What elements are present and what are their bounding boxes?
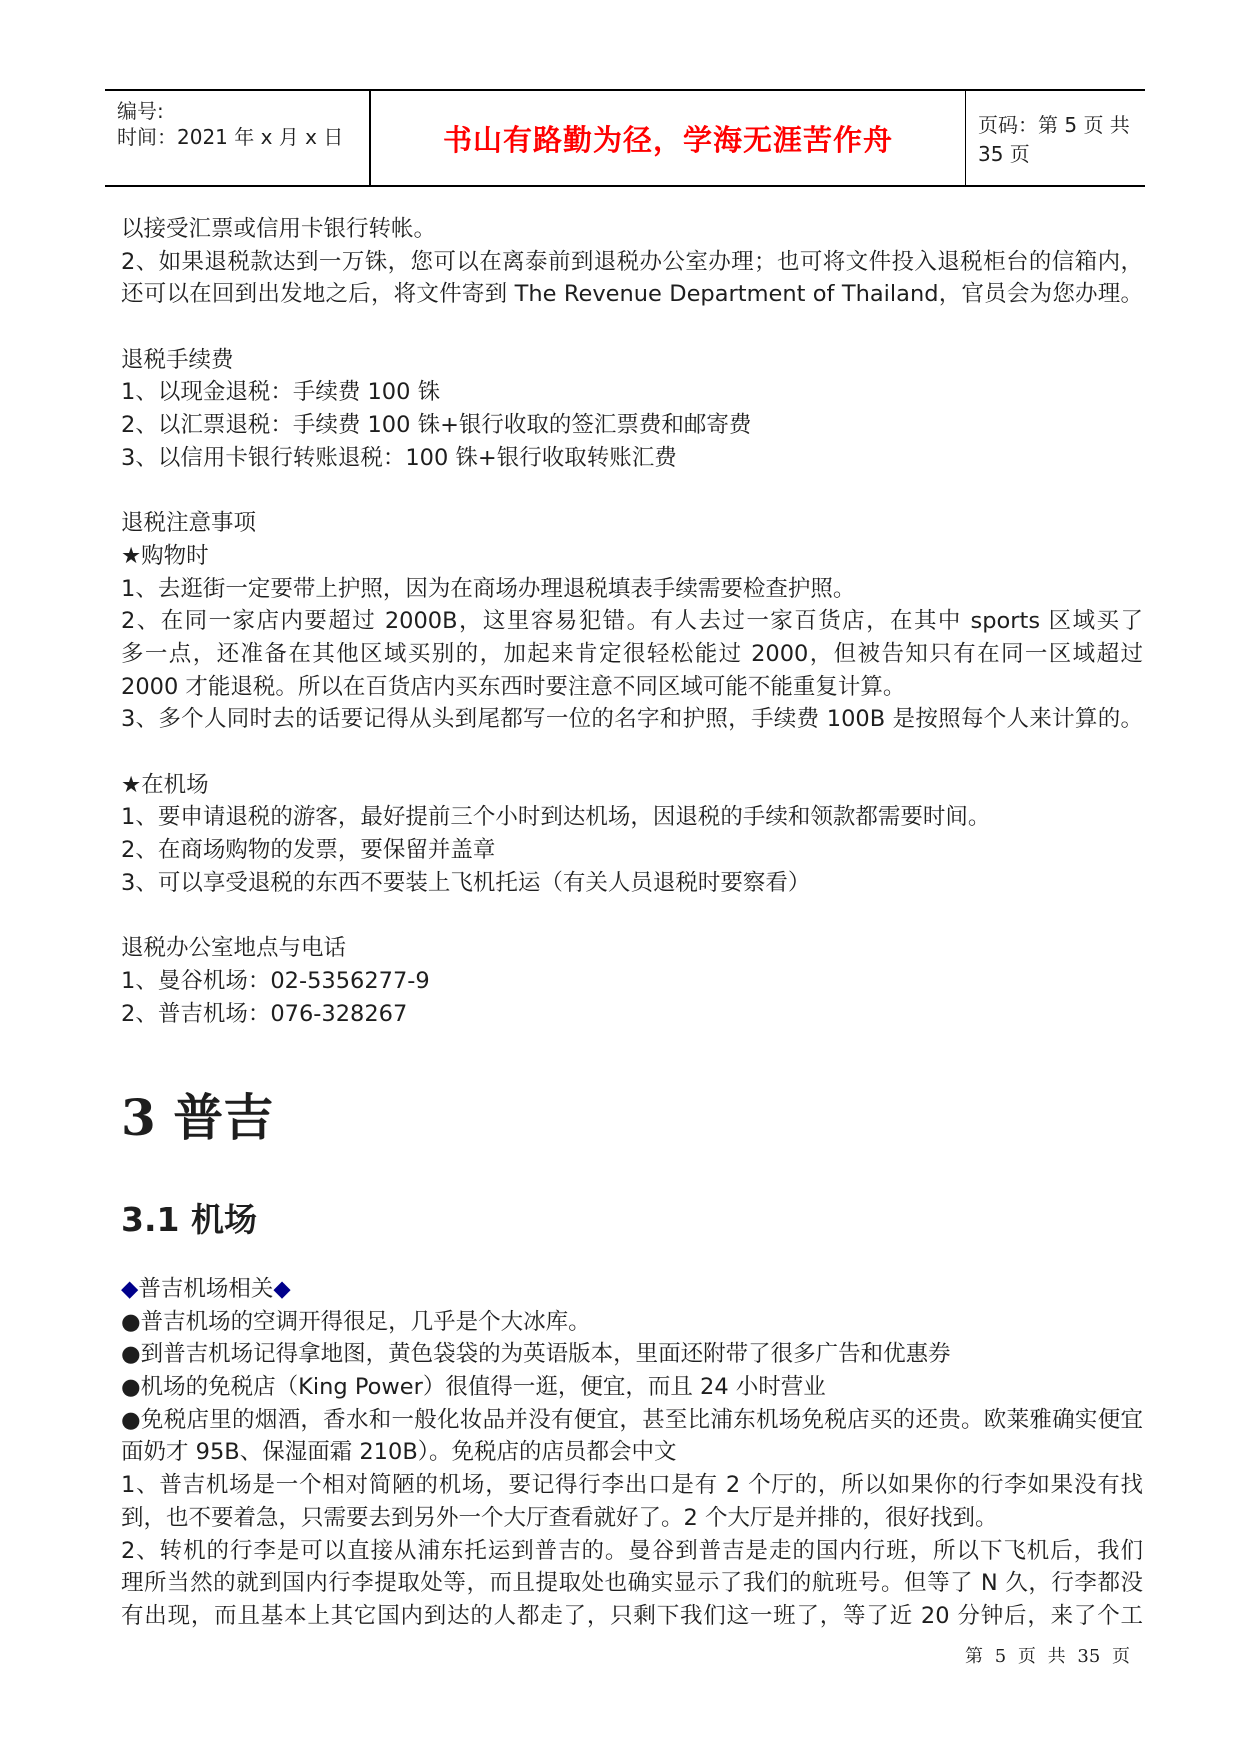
header-page-cell	[966, 91, 1145, 185]
text-line: 3、可以享受退税的东西不要装上飞机托运（有关人员退税时要察看）	[121, 869, 811, 896]
text-line: 理所当然的就到国内行李提取处等，而且提取处也确实显示了我们的航班号。但等了 N 久，行李都没	[121, 1570, 1143, 1597]
header-info-cell	[105, 91, 371, 185]
text-line: 2、在同一家店内要超过 2000B，这里容易犯错。有人去过一家百货店，在其中 sports 区域买了	[121, 608, 1143, 635]
text-line: 1、去逛街一定要带上护照，因为在商场办理退税填表手续需要检查护照。	[121, 575, 856, 602]
text-line: 2、如果退税款达到一万铢，您可以在离泰前到退税办公室办理；也可将文件投入退税柜台的信箱内，	[121, 248, 1143, 275]
text-line	[121, 475, 1143, 508]
document-date-label: 时间：2021 年 x 月 x 日	[117, 125, 344, 149]
document-number-label: 编号:	[117, 99, 164, 123]
text-line: 以接受汇票或信用卡银行转帐。	[121, 216, 437, 242]
text-line: 多一点，还准备在其他区域买别的，加起来肯定很轻松能过 2000，但被告知只有在同一区域超过	[121, 640, 1143, 667]
section-heading: 3.1 机场	[121, 1200, 257, 1239]
diamond-icon: ◆	[273, 1276, 291, 1302]
text-line: ●机场的免税店（King Power）很值得一逛，便宜，而且 24 小时营业	[121, 1374, 826, 1401]
text-line: 3、多个人同时去的话要记得从头到尾都写一位的名字和护照，手续费 100B 是按照每个人来计算的。	[121, 706, 1143, 733]
text-line: ●到普吉机场记得拿地图，黄色袋袋的为英语版本，里面还附带了很多广告和优惠券	[121, 1341, 951, 1368]
text-line: 1、要申请退税的游客，最好提前三个小时到达机场，因退税的手续和领款都需要时间。	[121, 804, 991, 831]
text-line: 2、普吉机场：076-328267	[121, 1000, 408, 1027]
text-line: 1、以现金退税：手续费 100 铢	[121, 379, 441, 406]
tax-refund-section	[121, 213, 1143, 1030]
text-line: 到，也不要着急，只需要去到另外一个大厅查看就好了。2 个大厅是并排的，很好找到。	[121, 1504, 998, 1531]
text-line: 3、以信用卡银行转账退税：100 铢+银行收取转账汇费	[121, 444, 677, 471]
text-line: 2、转机的行李是可以直接从浦东托运到普吉的。曼谷到普吉是走的国内行班，所以下飞机后，我们	[121, 1537, 1143, 1564]
page-number-label: 页码：第 5 页 共 35 页	[978, 113, 1130, 166]
text-line: 有出现，而且基本上其它国内到达的人都走了，只剩下我们这一班了，等了近 20 分钟后，来了个工	[121, 1602, 1143, 1629]
text-line: 面奶才 95B、保湿面霜 210B）。免税店的店员都会中文	[121, 1439, 677, 1466]
text-line	[121, 736, 1143, 769]
text-line: 2、以汇票退税：手续费 100 铢+银行收取的签汇票费和邮寄费	[121, 412, 752, 439]
page-header	[105, 89, 1145, 187]
text-line: ★在机场	[121, 771, 209, 798]
diamond-icon: ◆	[121, 1276, 139, 1302]
chapter-heading: 3 普吉	[121, 1088, 274, 1147]
text-line: 1、普吉机场是一个相对简陋的机场，要记得行李出口是有 2 个厅的，所以如果你的行李如果没有找	[121, 1472, 1143, 1499]
text-line: 2000 才能退税。所以在百货店内买东西时要注意不同区域可能不能重复计算。	[121, 673, 906, 700]
text-line: 退税注意事项	[121, 510, 257, 537]
text-line	[121, 311, 1143, 344]
airport-section	[121, 1273, 1143, 1633]
airport-subtitle	[121, 1273, 1143, 1306]
text-line: 退税手续费	[121, 346, 234, 373]
text-line: 退税办公室地点与电话	[121, 935, 347, 962]
page-footer: 第 5 页 共 35 页	[965, 1646, 1130, 1667]
text-line	[121, 899, 1143, 932]
text-line: ●免税店里的烟酒，香水和一般化妆品并没有便宜，甚至比浦东机场免税店买的还贵。欧莱雅确实便宜	[121, 1406, 1143, 1433]
text-line: ★购物时	[121, 542, 209, 569]
subtitle-text: 普吉机场相关	[138, 1276, 274, 1302]
header-motto-cell	[371, 91, 966, 185]
text-line: ●普吉机场的空调开得很足，几乎是个大冰库。	[121, 1308, 591, 1335]
motto-text: 书山有路勤为径，学海无涯苦作舟	[442, 122, 893, 157]
text-line: 1、曼谷机场：02-5356277-9	[121, 967, 430, 994]
text-line: 还可以在回到出发地之后，将文件寄到 The Revenue Department of Thailand，官员会为您办理。	[121, 281, 1143, 308]
text-line: 2、在商场购物的发票，要保留并盖章	[121, 837, 496, 864]
